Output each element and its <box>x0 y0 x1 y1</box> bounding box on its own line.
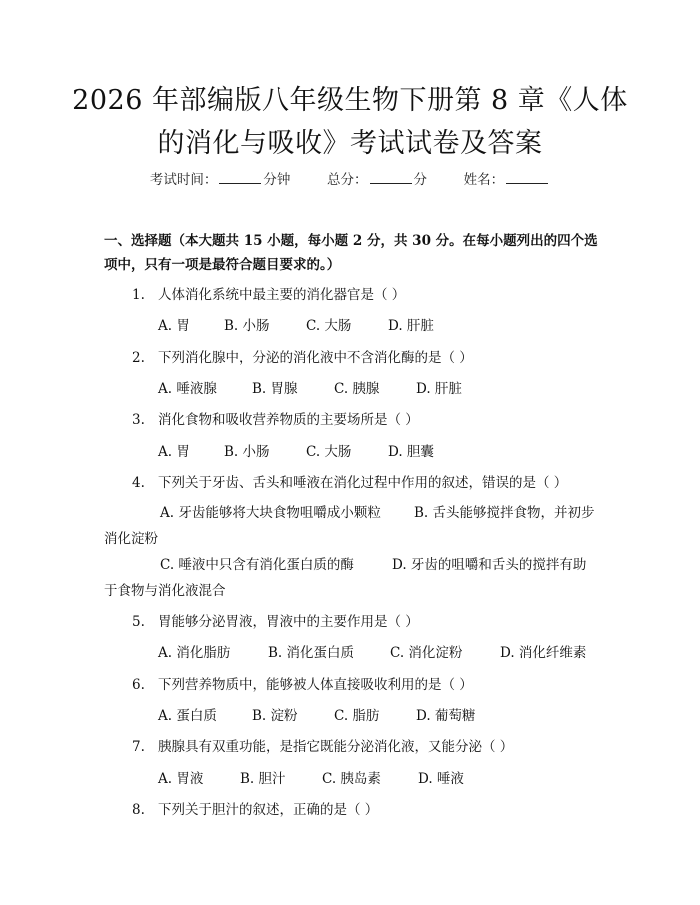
score-blank <box>370 171 412 184</box>
option-d: D. 肝脏 <box>388 318 434 334</box>
option-c: C. 唾液中只含有消化蛋白质的酶 <box>160 557 354 573</box>
option-c: C. 大肠 <box>306 444 352 460</box>
option-c: C. 胰腺 <box>334 381 380 397</box>
question-stem: 胰腺具有双重功能，是指它既能分泌消化液，又能分泌（ ） <box>158 739 514 755</box>
question-stem: 下列关于牙齿、舌头和唾液在消化过程中作用的叙述，错误的是（ ） <box>158 475 568 491</box>
name-label: 姓名： <box>463 172 505 188</box>
question-number: 1. <box>132 287 145 303</box>
option-d: D. 肝脏 <box>416 381 462 397</box>
name-blank <box>506 171 548 184</box>
exam-title-line-1: 2026 年部编版八年级生物下册第 8 章《人体 <box>72 85 628 116</box>
time-label: 考试时间： <box>149 172 218 188</box>
option-a: A. 胃液 <box>158 771 204 787</box>
option-b: B. 小肠 <box>224 318 270 334</box>
question-6 <box>132 673 473 693</box>
question-number: 6. <box>132 677 145 693</box>
question-number: 2. <box>132 350 145 366</box>
question-3 <box>132 408 419 428</box>
option-b: B. 小肠 <box>224 444 270 460</box>
question-number: 8. <box>132 802 145 818</box>
option-a: A. 牙齿能够将大块食物咀嚼成小颗粒 <box>160 505 381 521</box>
question-5 <box>132 610 419 630</box>
question-1 <box>132 283 405 303</box>
question-stem: 下列关于胆汁的叙述，正确的是（ ） <box>158 802 379 818</box>
option-c: C. 胰岛素 <box>322 771 381 787</box>
question-number: 5. <box>132 614 145 630</box>
option-b: B. 胆汁 <box>240 771 286 787</box>
option-d: D. 葡萄糖 <box>416 708 476 724</box>
option-b: B. 淀粉 <box>252 708 298 724</box>
question-7 <box>132 735 513 755</box>
question-8 <box>132 798 378 818</box>
option-b: B. 胃腺 <box>252 381 298 397</box>
option-a: A. 唾液腺 <box>158 381 217 397</box>
question-2-options <box>158 377 462 397</box>
score-label: 总分： <box>327 172 368 188</box>
option-d: D. 唾液 <box>418 771 464 787</box>
question-6-options <box>158 704 475 724</box>
option-a: A. 胃 <box>158 318 190 334</box>
question-stem: 下列营养物质中，能够被人体直接吸收利用的是（ ） <box>158 677 473 693</box>
question-stem: 人体消化系统中最主要的消化器官是（ ） <box>158 287 406 303</box>
question-stem: 消化食物和吸收营养物质的主要场所是（ ） <box>158 412 419 428</box>
option-a: A. 蛋白质 <box>158 708 217 724</box>
question-4-options-cd <box>104 552 598 604</box>
question-3-options <box>158 440 434 460</box>
question-4-options-ab <box>104 500 598 552</box>
exam-info-row <box>0 168 700 188</box>
question-1-options <box>158 314 434 334</box>
question-4 <box>132 471 567 491</box>
time-unit: 分钟 <box>263 172 291 188</box>
option-c: C. 大肠 <box>306 318 352 334</box>
option-c: C. 消化淀粉 <box>390 645 463 661</box>
option-b: B. 消化蛋白质 <box>268 645 355 661</box>
option-d: D. 胆囊 <box>388 444 434 460</box>
question-2 <box>132 346 473 366</box>
option-a: A. 胃 <box>158 444 190 460</box>
option-c: C. 脂肪 <box>334 708 380 724</box>
question-stem: 下列消化腺中，分泌的消化液中不含消化酶的是（ ） <box>158 350 473 366</box>
option-d: D. 牙齿的咀嚼和舌头的搅拌有助于食物与消化液混合 <box>104 557 587 599</box>
exam-title-line-2: 的消化与吸收》考试试卷及答案 <box>157 128 543 159</box>
option-b: B. 舌头能够搅拌食物，并初步消化淀粉 <box>104 505 595 547</box>
time-blank <box>219 171 261 184</box>
question-stem: 胃能够分泌胃液，胃液中的主要作用是（ ） <box>158 614 419 630</box>
question-7-options <box>158 767 464 787</box>
question-number: 4. <box>132 475 145 491</box>
option-d: D. 消化纤维素 <box>500 645 587 661</box>
question-number: 7. <box>132 739 145 755</box>
question-5-options <box>158 641 586 661</box>
section-heading: 一、选择题（本大题共 15 小题，每小题 2 分，共 30 分。在每小题列出的四个选项中，只有一项是最符合题目要求的。） <box>104 233 598 273</box>
score-unit: 分 <box>413 172 427 188</box>
option-a: A. 消化脂肪 <box>158 645 231 661</box>
question-number: 3. <box>132 412 145 428</box>
